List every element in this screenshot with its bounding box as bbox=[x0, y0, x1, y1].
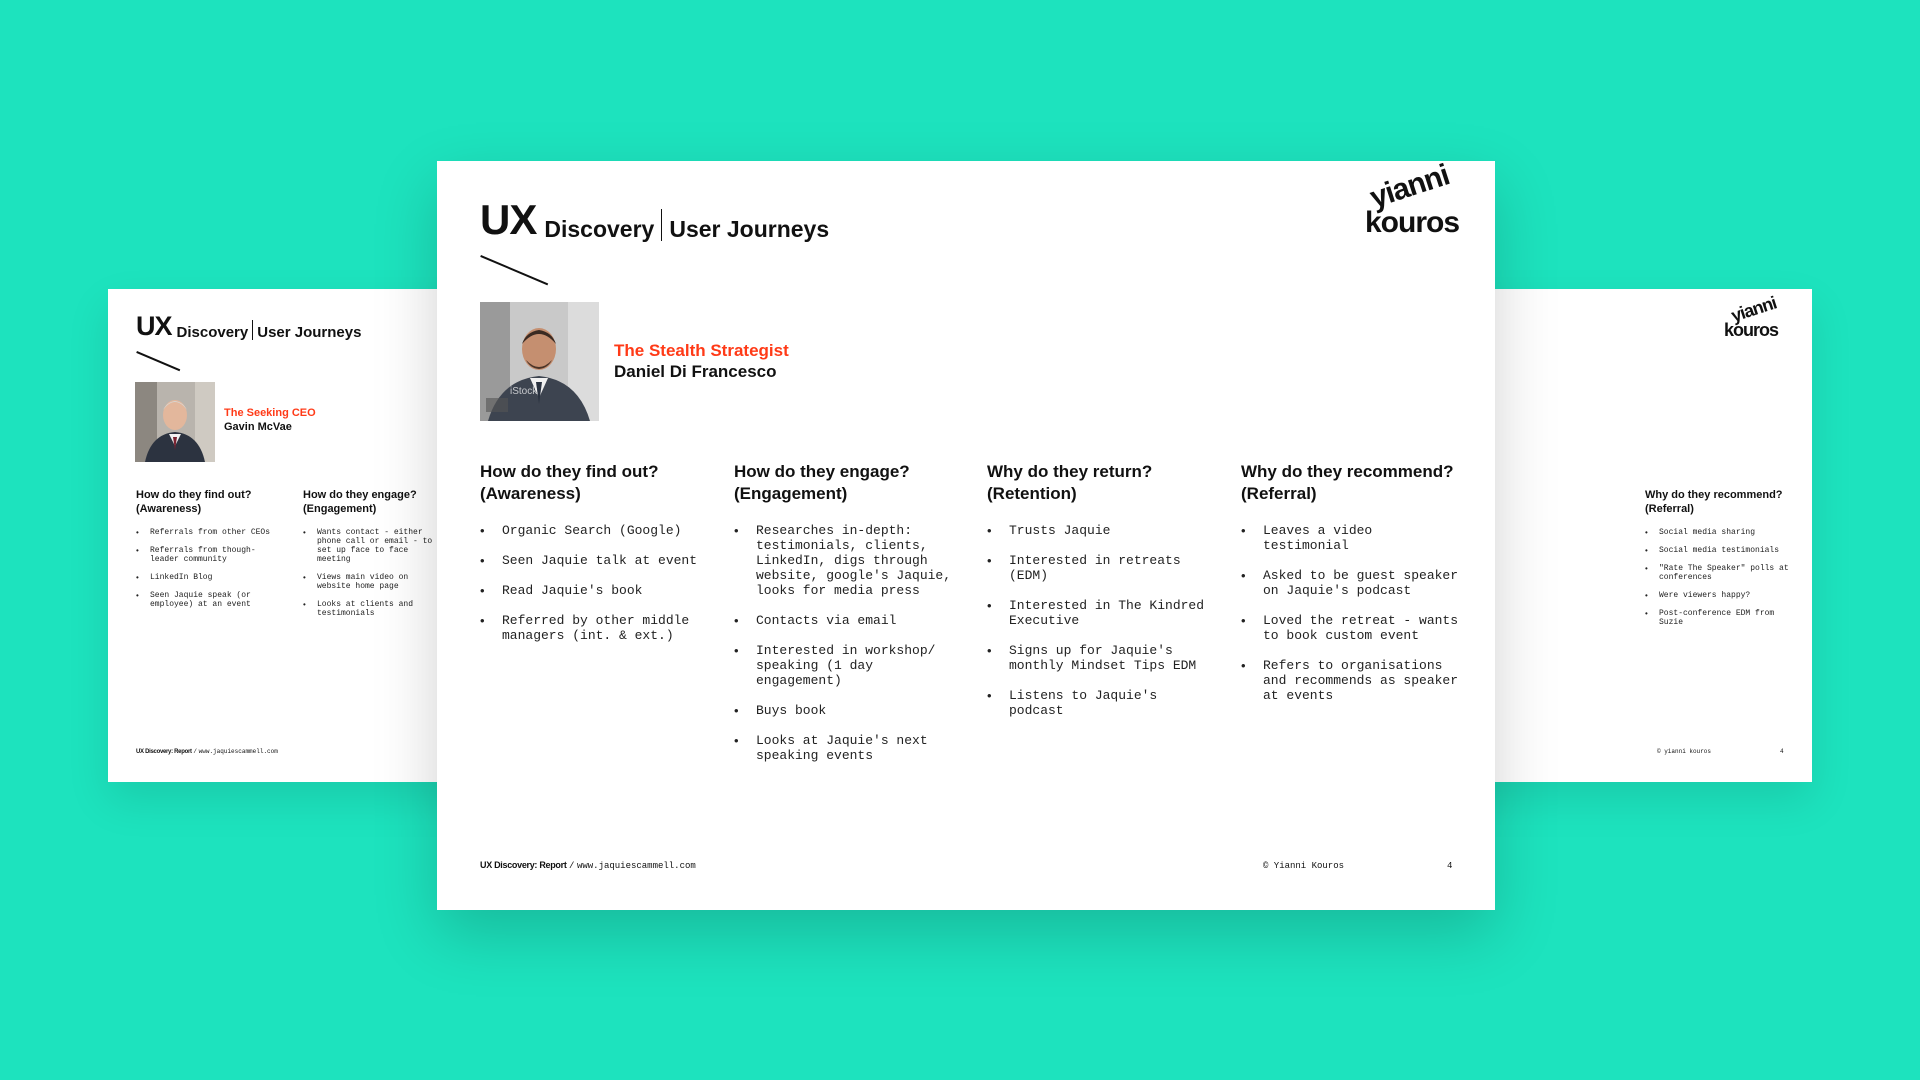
list-item: • Wants contact - either phone call or email - to set up face to face meeting bbox=[303, 528, 433, 564]
column-heading: How do they engage? (Engagement) bbox=[303, 489, 417, 515]
list-item: • Organic Search (Google) bbox=[480, 523, 702, 538]
header-ux: UX bbox=[136, 311, 172, 341]
list-item: • Were viewers happy? bbox=[1645, 591, 1795, 600]
column-heading: How do they engage? (Engagement) bbox=[734, 462, 910, 503]
footer-page-number: 4 bbox=[1780, 748, 1784, 755]
list-item: • Contacts via email bbox=[734, 613, 956, 628]
slide-footer bbox=[480, 860, 696, 871]
footer-separator: / bbox=[569, 861, 575, 871]
list-item: • Referred by other middle managers (int. & ext.) bbox=[480, 613, 702, 643]
journey-column-awareness bbox=[480, 461, 702, 658]
list-item: • Referrals from though-leader community bbox=[136, 546, 284, 564]
footer-copyright: © Yianni Kouros bbox=[1263, 861, 1345, 871]
list-item: • Seen Jaquie speak (or employee) at an event bbox=[136, 591, 284, 609]
persona-title: The Seeking CEO bbox=[224, 407, 316, 419]
photo-watermark: iStock bbox=[510, 386, 538, 397]
list-item: • Looks at Jaquie's next speaking events bbox=[734, 733, 956, 763]
column-heading: How do they find out? (Awareness) bbox=[480, 462, 659, 503]
list-item: • Social media testimonials bbox=[1645, 546, 1795, 555]
list-item: • Leaves a video testimonial bbox=[1241, 523, 1463, 553]
header-divider bbox=[661, 209, 662, 241]
list-item: • "Rate The Speaker" polls at conferences bbox=[1645, 564, 1795, 582]
persona-name: Gavin McVae bbox=[224, 421, 292, 433]
column-heading: Why do they recommend? (Referral) bbox=[1241, 462, 1454, 503]
footer-report-label: UX Discovery: Report bbox=[480, 860, 567, 870]
slide-main bbox=[437, 158, 1495, 910]
journey-column-engagement bbox=[734, 461, 956, 778]
footer-url: www.jaquiescammell.com bbox=[576, 861, 696, 871]
journey-column-referral bbox=[1241, 461, 1463, 718]
logo-line-2: kouros bbox=[1724, 320, 1779, 341]
persona-title: The Stealth Strategist bbox=[614, 341, 789, 360]
footer-report-label: UX Discovery: Report bbox=[136, 749, 192, 755]
footer-url: www.jaquiescammell.com bbox=[198, 748, 278, 755]
brand-logo bbox=[1724, 292, 1780, 341]
list-item: • Refers to organisations and recommends as speaker at events bbox=[1241, 658, 1463, 703]
list-item: • Social media sharing bbox=[1645, 528, 1795, 537]
slide-header bbox=[136, 313, 361, 340]
list-item: • Post-conference EDM from Suzie bbox=[1645, 609, 1795, 627]
logo-line-2: kouros bbox=[1365, 206, 1460, 239]
header-slash bbox=[136, 351, 180, 371]
list-item: • Looks at clients and testimonials bbox=[303, 600, 433, 618]
header-slash bbox=[480, 255, 548, 285]
header-ux: UX bbox=[480, 196, 537, 243]
footer-page-number: 4 bbox=[1447, 861, 1453, 871]
header-user-journeys: User Journeys bbox=[257, 324, 362, 341]
list-item: • Seen Jaquie talk at event bbox=[480, 553, 702, 568]
brand-logo bbox=[1365, 158, 1460, 239]
persona-photo bbox=[480, 302, 599, 421]
logo-line-1: yianni bbox=[1366, 158, 1453, 215]
persona-name: Daniel Di Francesco bbox=[614, 362, 777, 381]
footer-separator: / bbox=[193, 748, 197, 755]
header-user-journeys: User Journeys bbox=[669, 216, 830, 242]
list-item: • Listens to Jaquie's podcast bbox=[987, 688, 1209, 718]
list-item: • LinkedIn Blog bbox=[136, 573, 284, 582]
list-item: • Buys book bbox=[734, 703, 956, 718]
journey-column-awareness bbox=[136, 488, 284, 618]
column-heading: Why do they recommend? (Referral) bbox=[1645, 489, 1783, 515]
journey-column-retention bbox=[987, 461, 1209, 733]
slide-header bbox=[480, 196, 830, 243]
persona-photo bbox=[135, 382, 215, 462]
list-item: • Signs up for Jaquie's monthly Mindset Tips EDM bbox=[987, 643, 1209, 673]
list-item: • Referrals from other CEOs bbox=[136, 528, 284, 537]
footer-copyright: © yianni kouros bbox=[1657, 748, 1712, 755]
list-item: • Views main video on website home page bbox=[303, 573, 433, 591]
journey-column-engagement bbox=[303, 488, 433, 627]
list-item: • Researches in-depth: testimonials, clients, LinkedIn, digs through website, google's Jaquie, looks for media press bbox=[734, 523, 956, 598]
list-item: • Interested in The Kindred Executive bbox=[987, 598, 1209, 628]
list-item: • Interested in retreats (EDM) bbox=[987, 553, 1209, 583]
logo-line-1: yianni bbox=[1728, 292, 1779, 326]
column-heading: How do they find out? (Awareness) bbox=[136, 489, 252, 515]
list-item: • Asked to be guest speaker on Jaquie's podcast bbox=[1241, 568, 1463, 598]
journey-column-referral bbox=[1645, 488, 1795, 636]
header-divider bbox=[252, 320, 253, 340]
list-item: • Interested in workshop/ speaking (1 day engagement) bbox=[734, 643, 956, 688]
list-item: • Trusts Jaquie bbox=[987, 523, 1209, 538]
list-item: • Read Jaquie's book bbox=[480, 583, 702, 598]
header-discovery: Discovery bbox=[544, 216, 655, 242]
slide-footer bbox=[136, 748, 278, 755]
header-discovery: Discovery bbox=[176, 324, 249, 341]
column-heading: Why do they return? (Retention) bbox=[987, 462, 1153, 503]
list-item: • Loved the retreat - wants to book custom event bbox=[1241, 613, 1463, 643]
